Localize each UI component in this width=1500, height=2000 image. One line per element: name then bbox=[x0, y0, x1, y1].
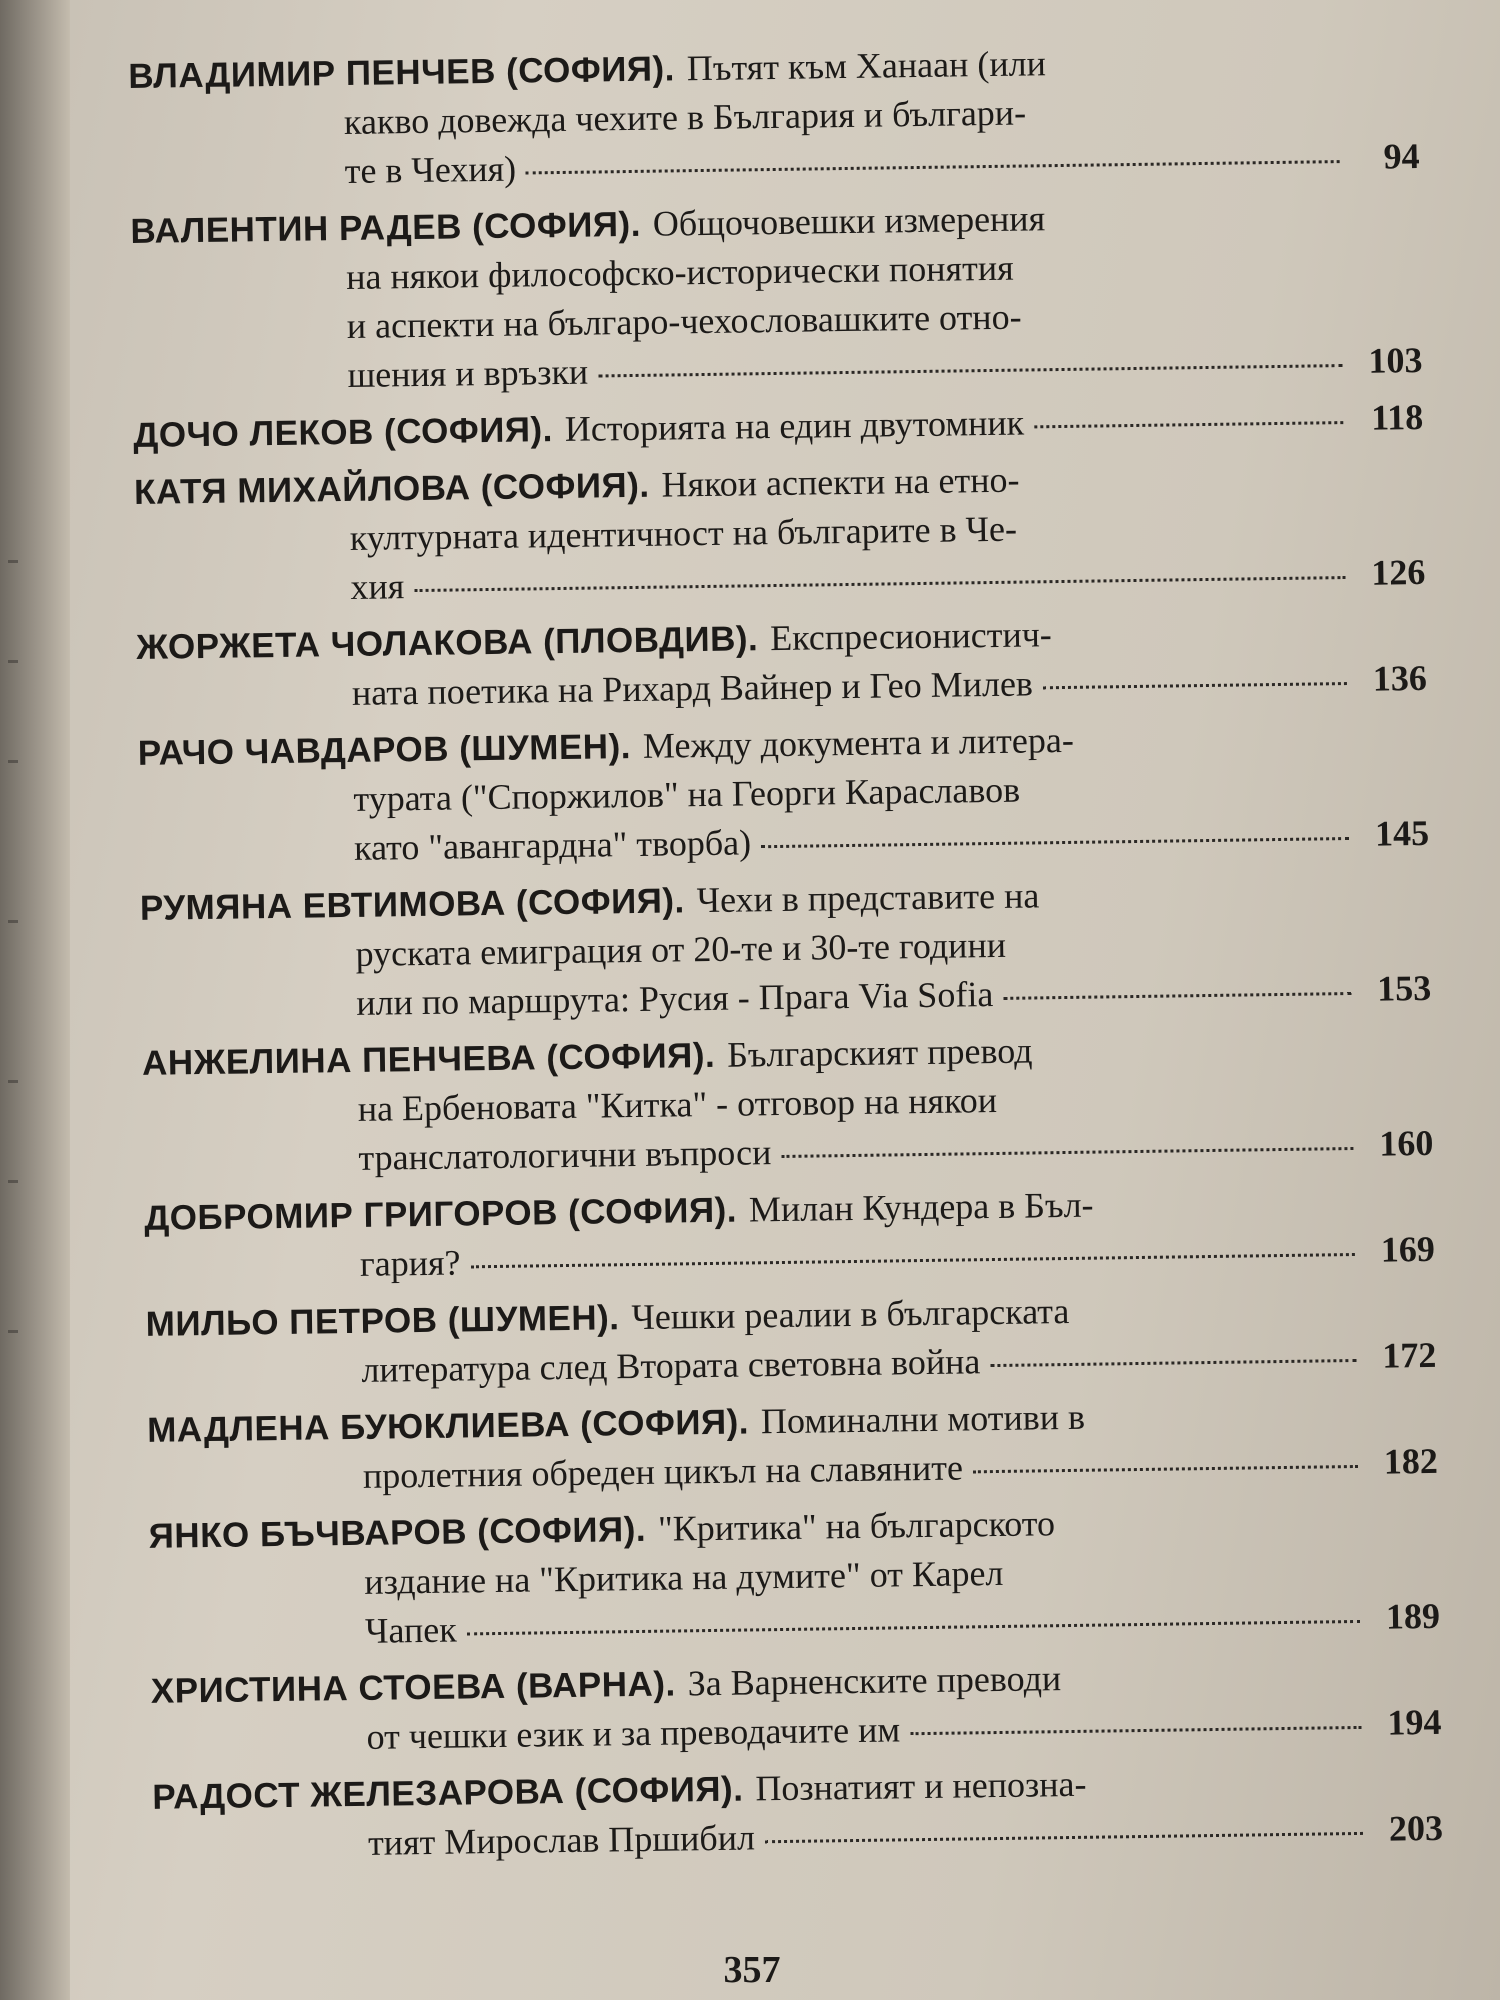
toc-title-text: Историята на един двутомник bbox=[564, 402, 1025, 449]
toc-entry bbox=[140, 866, 1432, 1031]
toc-title-text: Чехи в представите на bbox=[696, 875, 1040, 921]
toc-title-text: Между документа и литера- bbox=[642, 719, 1075, 766]
toc-entry bbox=[136, 605, 1427, 721]
dot-leader bbox=[910, 1726, 1361, 1735]
toc-title-text: издание на "Критика на думите" от Карел bbox=[364, 1552, 1004, 1602]
dot-leader bbox=[414, 576, 1345, 592]
table-of-contents bbox=[128, 34, 1443, 1879]
toc-entry bbox=[147, 1388, 1438, 1504]
toc-title-text: турата ("Споржилов" на Георги Караславов bbox=[353, 769, 1021, 819]
edge-mark bbox=[8, 760, 18, 763]
toc-title-text: на Ербеновата "Китка" - отговор на някои bbox=[357, 1079, 998, 1129]
toc-page-number: 145 bbox=[1374, 812, 1430, 854]
toc-author: ЖОРЖЕТА ЧОЛАКОВА (ПЛОВДИВ). bbox=[136, 619, 759, 667]
toc-title-text: или по маршрута: Русия - Прага Via Sofia bbox=[356, 974, 994, 1023]
toc-entry bbox=[134, 450, 1426, 615]
facing-page-edge bbox=[0, 0, 70, 2000]
edge-mark bbox=[8, 660, 18, 663]
dot-leader bbox=[973, 1465, 1358, 1473]
dot-leader bbox=[598, 364, 1342, 377]
toc-entry bbox=[130, 189, 1423, 403]
edge-mark bbox=[8, 1330, 18, 1333]
toc-title-text: шения и връзки bbox=[347, 351, 589, 395]
dot-leader bbox=[761, 837, 1349, 848]
toc-entry bbox=[152, 1755, 1443, 1871]
toc-page-number: 153 bbox=[1376, 967, 1432, 1009]
toc-title-text: Експресионистич- bbox=[769, 614, 1053, 659]
dot-leader bbox=[1034, 421, 1343, 428]
toc-title-text: Чешки реалии в българската bbox=[631, 1290, 1070, 1338]
toc-author: РАЧО ЧАВДАРОВ (ШУМЕН). bbox=[137, 727, 632, 773]
edge-mark bbox=[8, 1080, 18, 1083]
toc-author: МИЛЬО ПЕТРОВ (ШУМЕН). bbox=[145, 1298, 620, 1344]
toc-title-text: руската емиграция от 20-те и 30-те години bbox=[355, 924, 1007, 974]
toc-author: РАДОСТ ЖЕЛЕЗАРОВА (СОФИЯ). bbox=[152, 1769, 744, 1817]
toc-entry bbox=[148, 1494, 1440, 1659]
toc-title-text: тият Мирослав Пршибил bbox=[367, 1817, 756, 1863]
dot-leader bbox=[471, 1253, 1355, 1268]
toc-title-text: За Варненските преводи bbox=[687, 1658, 1062, 1704]
toc-title-text: като "авангардна" творба) bbox=[353, 822, 752, 868]
toc-title-text: от чешки език и за преводачите им bbox=[366, 1709, 901, 1757]
toc-page-number: 160 bbox=[1379, 1122, 1434, 1164]
toc-page-number: 194 bbox=[1387, 1701, 1442, 1743]
toc-title-text: пролетния обреден цикъл на славяните bbox=[362, 1447, 964, 1496]
toc-page-number: 118 bbox=[1370, 396, 1424, 438]
toc-title-text: какво довежда чехите в България и българи- bbox=[343, 92, 1027, 142]
dot-leader bbox=[526, 160, 1340, 174]
toc-title-text: и аспекти на българо-чехословашките отно- bbox=[346, 296, 1022, 346]
book-page bbox=[70, 0, 1500, 2000]
toc-title-text: те в Чехия) bbox=[344, 148, 517, 191]
toc-title-text: ната поетика на Рихард Вайнер и Гео Милев bbox=[351, 663, 1034, 713]
dot-leader bbox=[765, 1832, 1363, 1843]
toc-title-text: културната идентичност на българите в Че- bbox=[349, 508, 1018, 558]
toc-author: ВАЛЕНТИН РАДЕВ (СОФИЯ). bbox=[130, 204, 642, 251]
toc-page-number: 94 bbox=[1383, 135, 1420, 177]
toc-title-text: Общочовешки измерения bbox=[652, 198, 1046, 244]
toc-entry bbox=[142, 1021, 1434, 1186]
dot-leader bbox=[990, 1359, 1356, 1367]
toc-title-text: Българският превод bbox=[726, 1030, 1033, 1075]
toc-title-text: гария? bbox=[359, 1242, 461, 1284]
toc-title-text: хия bbox=[350, 566, 405, 607]
toc-author: АНЖЕЛИНА ПЕНЧЕВА (СОФИЯ). bbox=[141, 1035, 716, 1083]
toc-page-number: 169 bbox=[1380, 1228, 1436, 1270]
toc-author: РУМЯНА ЕВТИМОВА (СОФИЯ). bbox=[139, 881, 686, 928]
toc-page-number: 203 bbox=[1388, 1807, 1444, 1849]
toc-title-text: Поминални мотиви в bbox=[760, 1396, 1086, 1442]
toc-author: ХРИСТИНА СТОЕВА (ВАРНА). bbox=[150, 1664, 676, 1711]
toc-author: КАТЯ МИХАЙЛОВА (СОФИЯ). bbox=[133, 465, 650, 512]
edge-mark bbox=[8, 920, 18, 923]
toc-page-number: 189 bbox=[1385, 1595, 1441, 1637]
toc-page-number: 126 bbox=[1371, 551, 1426, 593]
toc-page-number: 136 bbox=[1372, 657, 1428, 699]
toc-page-number: 182 bbox=[1383, 1440, 1439, 1482]
toc-page-number: 103 bbox=[1368, 339, 1423, 381]
toc-title-text: транслатологични въпроси bbox=[358, 1132, 772, 1178]
toc-entry-first-line bbox=[133, 393, 1424, 460]
page-number: 357 bbox=[723, 1949, 781, 1991]
toc-title-text: Някои аспекти на етно- bbox=[661, 459, 1020, 505]
toc-entry bbox=[145, 1282, 1436, 1398]
toc-page-number: 172 bbox=[1382, 1334, 1437, 1376]
toc-entry bbox=[137, 711, 1429, 876]
toc-author: МАДЛЕНА БУЮКЛИЕВА (СОФИЯ). bbox=[146, 1402, 750, 1450]
dot-leader bbox=[467, 1620, 1360, 1635]
toc-title-text: Милан Кундера в Бъл- bbox=[748, 1184, 1094, 1230]
edge-mark bbox=[8, 560, 18, 563]
toc-author: ЯНКО БЪЧВАРОВ (СОФИЯ). bbox=[148, 1509, 647, 1556]
dot-leader bbox=[781, 1147, 1353, 1158]
toc-entry bbox=[128, 34, 1420, 199]
toc-entry bbox=[133, 393, 1424, 460]
toc-title-text: "Критика" на българското bbox=[657, 1503, 1056, 1549]
toc-title-text: Чапек bbox=[364, 1609, 457, 1651]
dot-leader bbox=[1043, 682, 1347, 689]
toc-entry bbox=[151, 1649, 1442, 1765]
toc-title-text: Пътят към Ханаан (или bbox=[686, 43, 1047, 89]
toc-title-text: литература след Втората световна война bbox=[361, 1341, 981, 1390]
dot-leader bbox=[1003, 992, 1351, 1000]
toc-title-text: Познатият и непозна- bbox=[755, 1763, 1087, 1809]
toc-entry bbox=[144, 1176, 1435, 1292]
toc-title-text: на някои философско-исторически понятия bbox=[345, 247, 1014, 297]
edge-mark bbox=[8, 1180, 18, 1183]
toc-author: ВЛАДИМИР ПЕНЧЕВ (СОФИЯ). bbox=[128, 49, 676, 96]
toc-author: ДОЧО ЛЕКОВ (СОФИЯ). bbox=[133, 410, 554, 455]
toc-author: ДОБРОМИР ГРИГОРОВ (СОФИЯ). bbox=[144, 1190, 738, 1238]
